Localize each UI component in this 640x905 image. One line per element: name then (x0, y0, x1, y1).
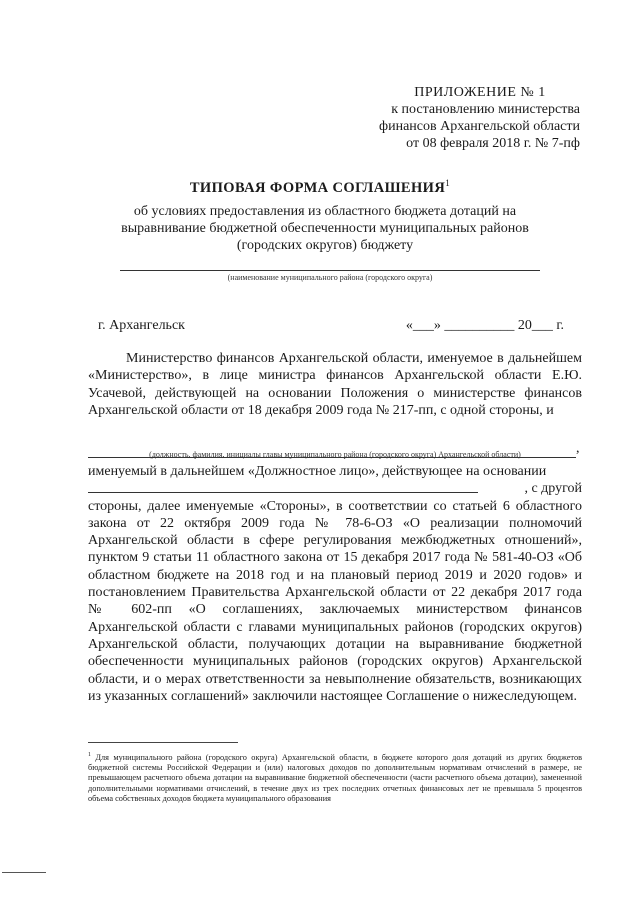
agreement-subject: об условиях предоставления из областного бюджета дотаций на выравнивание бюджетной обеспеченности муниципальных районов (городских округов) бюджету (121, 204, 529, 253)
basis-lead: именуемый в дальнейшем «Должностное лицо», действующее на основании (88, 464, 547, 479)
place-date-row (80, 318, 580, 336)
municipality-blank-line (120, 270, 540, 271)
date-field: «___» __________ 20___ г. (405, 318, 564, 333)
paragraph-basis (88, 463, 582, 705)
appendix-line-2: финансов Архангельской области (379, 119, 580, 134)
paragraph-parties: Министерство финансов Архангельской области, именуемое в дальнейшем «Министерство», в лице министра финансов Архангельской области Е.Ю. Усачевой, действующей на основании Положения о министерстве финансов Архангельской области от 18 декабря 2009 года № 217-пп, с одной стороны, и (88, 351, 582, 418)
footnote-mark: 1 (88, 752, 91, 758)
footnote-separator (88, 742, 238, 743)
basis-other-party: , с другой (524, 481, 582, 497)
appendix-line-1: к постановлению министерства (391, 102, 580, 117)
appendix-block (340, 84, 580, 152)
municipality-caption: (наименование муниципального района (городского округа) (227, 273, 433, 282)
basis-blank-line (88, 492, 478, 493)
appendix-line-3: от 08 февраля 2018 г. № 7-пф (406, 136, 580, 151)
appendix-title: ПРИЛОЖЕНИЕ № 1 (414, 85, 546, 100)
basis-text: стороны, далее именуемые «Стороны», в соответствии со статьей 6 областного закона от 22 октября 2009 года № 78-6-ОЗ «О реализации полномочий Архангельской области в сфере регулирования межбюджетных отношений», пунктом 9 статьи 11 областного закона от 15 декабря 2017 года № 581-40-ОЗ «Об областном бюджете на 2018 год и на плановый период 2019 и 2020 годов» и постановлением Правительства Архангельской области от 22 декабря 2017 года № 602-пп «О соглашениях, заключаемых министерством финансов Архангельской области с главами муниципальных районов (городских округов) Архангельской области, получающих дотации на выравнивание бюджетной обеспеченности муниципальных районов (городских округов) Архангельской области, и о мерах ответственности за невыполнение обязательств, возникающих из указанных соглашений» заключили настоящее Соглашение о нижеследующем. (88, 498, 582, 704)
official-line-end: , (576, 441, 580, 456)
title-footnote-ref: 1 (445, 178, 451, 188)
basis-blank-row (88, 480, 582, 497)
document-title-text: ТИПОВАЯ ФОРМА СОГЛАШЕНИЯ (189, 179, 446, 196)
footnote (88, 750, 582, 804)
city: г. Архангельск (98, 318, 185, 333)
official-caption: (должность, фамилия, инициалы главы муниципального района (городского округа) Архангельской области) (149, 450, 521, 459)
scan-edge-mark (2, 872, 46, 873)
footnote-text: Для муниципального района (городского округа) Архангельской области, в бюджете которого доля дотаций из других бюджетов бюджетной системы Российской Федерации и (или) налоговых доходов по дополнительным нормативам отчислений в размере, не превышающем расчетного объема дотации на выравнивание бюджетной обеспеченности (части расчетного объема дотации), замененной дополнительными нормативами отчислений, в течение двух из трех последних отчетных финансовых лет не превышала 5 процентов объема собственных доходов бюджета муниципального образования (88, 752, 583, 803)
document-title (60, 178, 580, 197)
